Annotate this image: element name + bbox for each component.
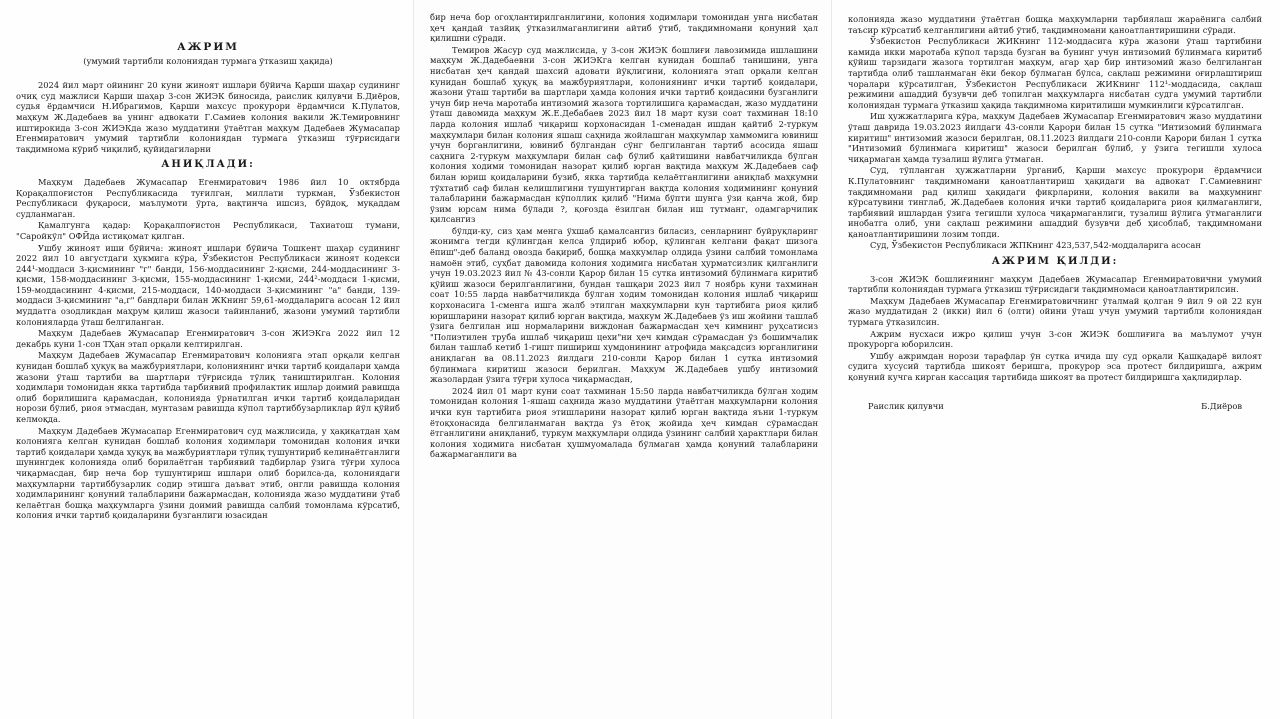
paragraph: бўлди-ку, сиз ҳам менга ўхшаб қамалсангиз биласиз, сенларнинг буйруқларинг жонимга тегди қўлингдан келса ўлдириб юбор, қўлинган келгани фақат шизога ёпиш"-деб баланд овозда бақириб, бошқа маҳкумлар олдида ўзини салбий томонлама намоён этиб, суҳбат давомида колония ходимига нисбатан ҳурматсизлик қилганлиги учун 19.03.2023 йил № 43-сонли Қарор билан 15 сутка интизомий бўлинмага киритиб қўйиш жазоси берилганлигини, бундан ташқари 2023 йил 7 ноябрь куни тахминан соат 10:55 ларда навбатчиликда бўлган ходим томонидан колония ишлаб чиқариш корхонасига 1-сменга ишга жалб этилган маҳкумларни кун тартибига риоя қилиб юришларини назорат қилиб юрган вақтида, маҳкум Ж.Дадебаев ўз иш жойини ташлаб ўзига белгилан иш нормаларини виждонан бажармасдан ҳеч кимнинг руҳсатисиз "Полиэтилен труба ишлаб чиқариш цехи"ни ҳеч кимдан сўрамасдан ўз бошимчалик билан ташлаб кетиб 1-гишт пишириш хумдонининг атрофида мақсадсиз юрганлигини аниқлаган ва 08.11.2023 йилдаги 210-сонли Қарор билан 1 сутка интизомий бўлинмага киритиш жазоси берилган. Маҳкум Ж.Дадебаев ушбу интизомий жазолардан ўзига тўғри хулоса чиқармасдан,: [430, 225, 818, 385]
section-heading-ruled: АЖРИМ ҚИЛДИ:: [991, 256, 1119, 268]
ruling-paragraph: Ажрим нусхаси ижро қилиш учун 3-сон ЖИЭК бошлиғига ва маълумот учун прокурорга юборилсин.: [848, 328, 1262, 350]
paragraph: Иш ҳужжатларига кўра, маҳкум Дадебаев Жумасапар Егенмиратович жазо муддатини ўташ даврида 19.03.2023 йилдаги 43-сонли Қарори билан 15 сутка "Интизомий бўлинмага киритиш" интизомий жазоси берилган, 08.11.2023 йилдаги 210-сонли Қарори билан 1 сутка "Интизомий бўлинмага киритиш" жазоси берилган бўлиб, у ўзига тегишли хулоса чиқармаган ҳамда тузалиш йўлига ўтмаган.: [848, 111, 1262, 164]
paragraph: Ўзбекистон Республикаси ЖИКнинг 112-моддасига кўра жазони ўташ тартибини камида икки маротаба кўпол тарзда бузган ва бунинг учун интизомий бўлинмага киритиб қўйиш тарзидаги жазога тортилган маҳкум, агар ҳар бир интизомий жазо белгиланган тартибда олиб ташланмаган ёки бекор бўлмаган бўлса, сақлаш режимини оғирлаштириш чоралари кўрсатилган, Ўзбекистон Республикаси ЖИКнинг 112¹-моддасида, сақлаш режимини ашаддий бузувчи деб топилган маҳкумларга нисбатан судга умумий тартибли колониядан турмага ўтказиш ҳақида тақдимнома киритилиши мумкинлиги кўрсатилган.: [848, 36, 1262, 110]
document-subtitle: (умумий тартибли колониядан турмага ўтказиш ҳақида): [83, 55, 333, 66]
signature-block: [848, 401, 1262, 412]
section-heading-found: АНИҚЛАДИ:: [161, 159, 255, 171]
paragraph: Маҳкум Дадебаев Жумасапар Егенмиратович суд мажлисида, у ҳақиқатдан ҳам колонияга келган кунидан бошлаб колония ходимлари томонидан колония ички тартиб қоидалари ҳамда ҳуқуқ ва мажбуриятлари тўлиқ тушунтириб келинаётганлиги шунингдек колонияда олиб борилаётган тарбиявий тадбирлар ўзига тўғри хулоса чиқармасдан, бир неча бор тушунтириш ишлари олиб борилса-да, колониядаги маҳкумларни тартиббузарлик содир этишга даъват этиб, онгли равишда колония ходимларининг қонуний талабларини бажармасдан, колонияда жазо муддатини ўтаб келаётган бошқа маҳкумларга ўзини доимий равишда салбий томонлама кўрсатиб, колония ички тартиб қоидаларини бузганлиги юзасидан: [16, 425, 400, 521]
signature-name: Б.Диёров: [1201, 400, 1242, 411]
ruling-paragraph: Ушбу ажримдан норози тарафлар ўн сутка ичида шу суд орқали Қашқадарё вилоят судига хусусий тартибда шикоят беришга, прокурор эса протест билдиришга, ажрим қонуний кучга кирган кассация тартибида шикоят ва протест билдиришга ҳақлидирлар.: [848, 350, 1262, 382]
paragraph: Қамалгунга қадар: Қорақалпоғистон Республикаси, Тахиатош тумани, "Саройкўл" ОФЙда истиқомат қилган.: [16, 220, 400, 241]
signature-role: Раислик қилувчи: [868, 400, 944, 411]
document-page-1: [0, 0, 414, 719]
paragraph: Ушбу жиноят иши бўйича: жиноят ишлари бўйича Тошкент шаҳар судининг 2022 йил 10 августдаги ҳукмига кўра, Ўзбекистон Республикаси жиноят кодекси 244¹-моддаси 3-қисмининг "г" банди, 156-моддасининг 2-қисми, 244-моддасининг 3-қисми, 158-моддасининг 3-қисми, 155-моддасининг 1-қисми, 244²-моддаси 1-қисми, 159-моддасининг 4-қисми, 215-моддаси, 140-моддаси 3-қисмининг "а" банди, 139-моддаси 3-қисмининг "а,г" бандлари билан ЖКнинг 59,61-моддаларига асосан 12 йил муддатга озодликдан маҳрум қилиш жазоси тайинланиб, жазони умумий тартибли колонияларда ўташ белгиланган.: [16, 242, 400, 327]
paragraph: Суд, тўпланган ҳужжатларни ўрганиб, Қарши махсус прокурори ёрдамчиси К.Пулатовнинг тақдимномани қаноатлантириш ҳақидаги ва адвокат Г.Самиевнинг тақдимномани рад қилиш ҳақидаги фикрларини, колония вакили ва маҳкумнинг кўрсатувини тинглаб, Ж.Дадебаев колония ички тартиб қоидаларига риоя қилмаганлиги, тарбиявий ишлардан ўзига тегишли хулоса чиқармаганлиги, тузалиш йўлига ўтмаганлиги инобатга олиб, уни сақлаш режимини ашаддий бузувчи деб ҳисоблаб, тақдимномани қаноатлантиришини лозим топди.: [848, 165, 1262, 239]
document-heading: АЖРИМ: [177, 41, 239, 53]
paragraph: 2024 йил 01 март куни соат тахминан 15:50 ларда навбатчиликда бўлган ходим томонидан колония 1-яшаш саҳнида жазо муддатини ўтаётган маҳкумларни колония ички кун тартибига риоя этишларини назорат қилиб юрган вақтида яъни 1-туркум ётоқхонасида белгиланмаган вақтда ўз ётоқ жойида ҳеч кимдан сўрамасдан ётганлигини аниқланиб, туркум маҳкумлари олдида ўзининг салбий ҳарактлари билан колония ходимига нисбатан ҳушмуомалада бўлмаган ҳамда қонуний талабларини бажармаганлиги ва: [430, 385, 818, 460]
ruling-paragraph: Маҳкум Дадебаев Жумасапар Егенмиратовичнинг ўталмай қолган 9 йил 9 ой 22 кун жазо муддатидан 2 (икки) йил 6 (олти) ойини ўташ учун умумий тартибли колониядан турмага ўтказилсин.: [848, 295, 1262, 328]
paragraph: Темиров Жасур суд мажлисида, у 3-сон ЖИЭК бошлиғи лавозимида ишлашини маҳкум Ж.Дадебаевни 3-сон ЖИЭКга келган кунидан бошлаб танишини, унга нисбатан ҳеч қандай шахсий адовати йўқлигини, колонияга этап орқали келган кунидан бошлаб ҳуқуқ ва мажбуриятлари, колониянинг ички тартиб қоидалари, жазони ўташ тартиби ва шартлари ҳамда колония ички тартиб қоидасини бузганлиги учун бир неча маротаба интизомий жазога тортилишига қарамасдан, жазо муддатини ўташ давомида маҳкум Ж.Е.Дебабаев 2023 йил 18 март кузи соат тахминан 18:10 ларда колония ишлаб чиқариш корхонасидан 1-сменадан ишдан қайтиб 2-туркум маҳкумлари билан колония яшаш саҳнида жойлашган маҳкумлар хаммомига ювиниш учун борганлигини, ювиниб бўлгандан сўнг белгиланган тартиб асосида яшаш саҳнига 2-туркум маҳкумлари билан саф бўлиб қайтишини навбатчиликда бўлган колония ходими томонидан назорат қилиб юрган вақтида маҳкум Ж.Дадебаев саф билан юриш қоидаларини бузиб, якка тартибда келаётганлигини аниқлаб маҳкумни тўхтатиб саф билан келишлигини тушунтирган вақтда колония ходимининг қонуний талабларини бажармасдан кўполлик қилиб "Нима бўпти шунга ўзи қанча жой, бир ўзим юрсам нима бўлади ?, қоғозда ёзилган билан иш тутманг, одамгарчилик қилсангиз: [430, 44, 818, 225]
intro-paragraph: 2024 йил март ойининг 20 куни жиноят ишлари бўйича Қарши шаҳар судининг очиқ суд мажлиси Қарши шаҳар 3-сон ЖИЭК биносида, раислик қилувчи Б.Диёров, судья ёрдамчиси Н.Ибрагимов, Қарши махсус прокурори ёрдамчиси К.Пулатов, маҳкум Ж.Дадебаев ва унинг адвокати Г.Самиев колония вакили Ж.Темировнинг иштирокида 3-сон ЖИЭКда жазо муддатини ўтаётган маҳкум Дадебаев Жумасапар Егенмиратович умумий тартибли колониядан турмага ўтказиш тўғрисидаги тақдимнома кўриб чиқилиб, қуйидагиларни: [16, 80, 400, 154]
paragraph: бир неча бор огоҳлантирилганлигини, колония ходимлари томонидан унга нисбатан ҳеч қандай тазйиқ ўтказилмаганлигини айтиб ўтиб, тақдимномани қонуний ҳал қилишни сўради.: [430, 12, 818, 44]
paragraph: Маҳкум Дадебаев Жумасапар Егенмиратович 1986 йил 10 октябрда Қорақалпоғистон Республикасида туғилган, миллати туркман, Ўзбекистон Республикаси фуқароси, маълумоти ўрта, вақтинча ишсиз, бўйдоқ, муқаддам судланмаган.: [16, 176, 400, 219]
paragraph: Маҳкум Дадебаев Жумасапар Егенмиратович 3-сон ЖИЭКга 2022 йил 12 декабрь куни 1-сон ТҲан этап орқали келтирилган.: [16, 328, 400, 349]
paragraph: колонияда жазо муддатини ўтаётган бошқа маҳкумларни тарбиялаш жараёнига салбий таъсир кўрсатиб келганлигини айтиб ўтиб, тақдимномани қаноатлантиришини сўради.: [848, 14, 1262, 35]
paragraph: Суд, Ўзбекистон Республикаси ЖПКнинг 423,537,542-моддаларига асосан: [870, 240, 1201, 251]
ruling-paragraph: 3-сон ЖИЭК бошлиғининг маҳкум Дадебаев Жумасапар Егенмиратовични умумий тартибли колониядан турмага ўтказиш тўғрисидаги тақдимномаси қаноатлантирилсин.: [848, 273, 1262, 295]
paragraph: Маҳкум Дадебаев Жумасапар Егенмиратович колонияга этап орқали келган кунидан бошлаб ҳуқуқ ва мажбуриятлари, колониянинг ички тартиб қоидалари ҳамда жазони ўташ тартиби ва шартлари тўғрисида тўлиқ таништирилган. Колония ходимлари томонидан якка тартибда тарбиявий профилактик ишлар доимий равишда олиб борилишига қарамасдан, колонияда ўрнатилган ички тартиб қоидаларидан норози бўлиб, риоя этмасдан, мунтазам равишда кўпол тартиббузарликлар йўл қўйиб келмоқда.: [16, 350, 400, 424]
document-page-2: [414, 0, 832, 719]
document-page-3: [832, 0, 1280, 719]
